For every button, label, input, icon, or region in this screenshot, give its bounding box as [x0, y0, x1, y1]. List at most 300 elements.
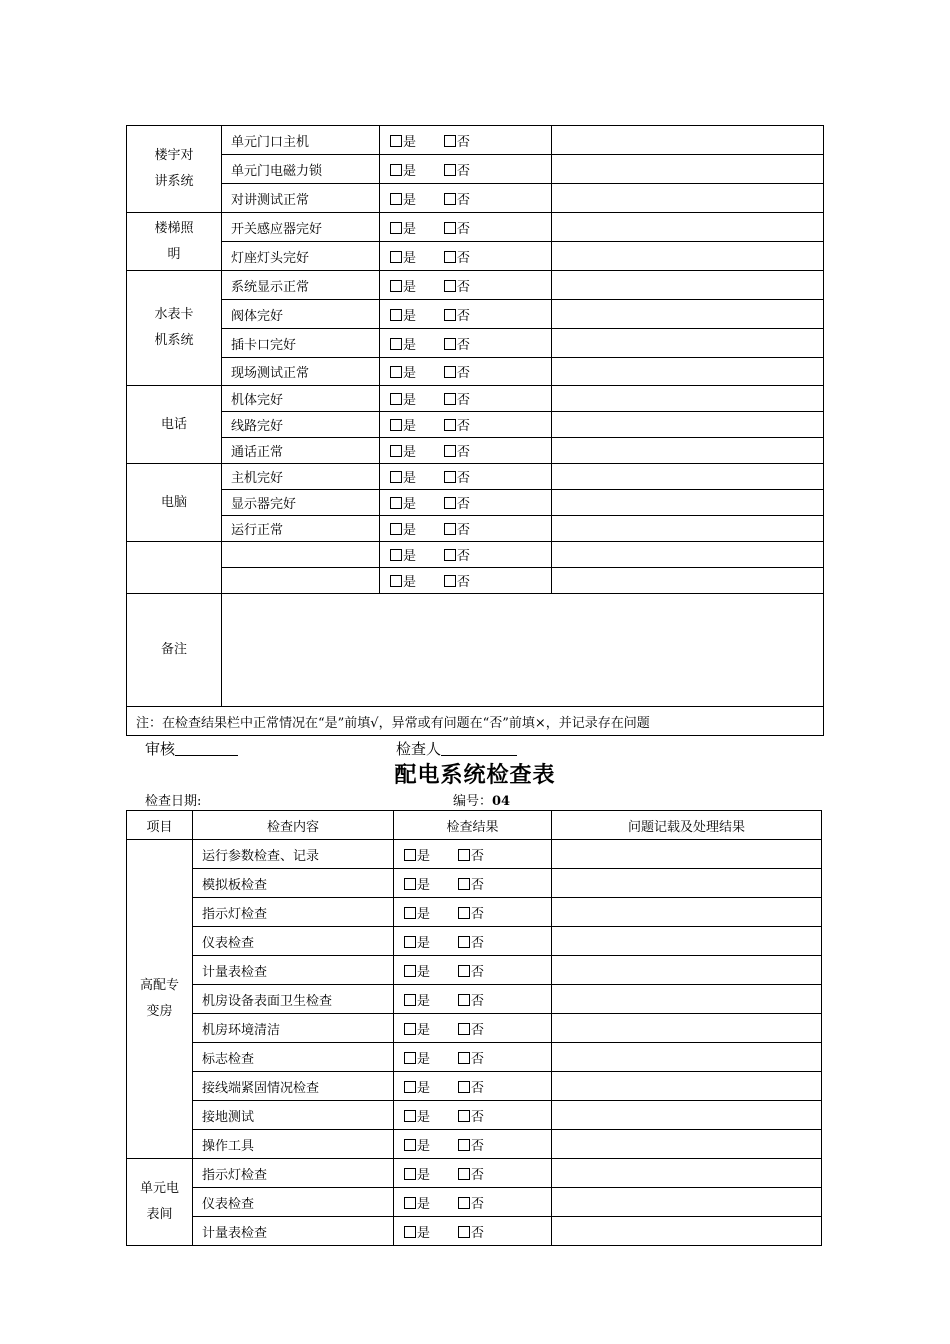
yes-option — [404, 1048, 430, 1067]
problem-record-cell[interactable] — [552, 869, 822, 898]
no-option — [458, 1106, 484, 1125]
problem-record-cell[interactable] — [552, 464, 824, 490]
result-cell — [394, 956, 552, 985]
review-signature-line[interactable] — [175, 755, 238, 756]
category-cell: 高配专变房 — [127, 840, 193, 1159]
yes-label: 是 — [403, 192, 417, 208]
yes-checkbox[interactable] — [404, 1168, 416, 1180]
result-cell — [380, 300, 552, 329]
no-option — [458, 874, 484, 893]
result-cell — [380, 516, 552, 542]
check-item-cell: 单元门口主机 — [222, 126, 380, 155]
yes-checkbox[interactable] — [390, 393, 402, 405]
yes-label: 是 — [403, 549, 417, 564]
no-checkbox[interactable] — [458, 907, 470, 919]
header-content: 检查内容 — [193, 811, 394, 840]
problem-record-cell[interactable] — [552, 300, 824, 329]
result-cell — [380, 155, 552, 184]
yes-option — [404, 903, 430, 922]
review-signature — [145, 738, 238, 759]
problem-record-cell[interactable] — [552, 985, 822, 1014]
no-option — [458, 1222, 484, 1241]
problem-record-cell[interactable] — [552, 927, 822, 956]
check-item-cell: 操作工具 — [193, 1130, 394, 1159]
yes-label: 是 — [403, 497, 417, 512]
no-checkbox[interactable] — [458, 878, 470, 890]
no-checkbox[interactable] — [458, 1139, 470, 1151]
check-item-cell: 机房设备表面卫生检查 — [193, 985, 394, 1014]
category-cell: 楼梯照明 — [127, 213, 222, 271]
yes-checkbox[interactable] — [404, 936, 416, 948]
table-row — [127, 271, 824, 300]
yes-label: 是 — [417, 993, 431, 1009]
yes-option — [390, 247, 416, 266]
result-cell — [394, 869, 552, 898]
table-row — [127, 155, 824, 184]
problem-record-cell[interactable] — [552, 412, 824, 438]
check-item-cell: 灯座灯头完好 — [222, 242, 380, 271]
result-cell — [380, 490, 552, 516]
no-label: 否 — [457, 575, 471, 590]
no-checkbox[interactable] — [444, 222, 456, 234]
yes-label: 是 — [417, 1167, 431, 1183]
yes-option — [404, 1193, 430, 1212]
yes-label: 是 — [403, 445, 417, 460]
no-checkbox[interactable] — [444, 445, 456, 457]
table-row — [127, 1072, 822, 1101]
check-item-cell: 线路完好 — [222, 412, 380, 438]
no-option — [458, 845, 484, 864]
no-checkbox[interactable] — [458, 1197, 470, 1209]
table-row — [127, 956, 822, 985]
yes-option — [390, 571, 416, 590]
table-row — [127, 1188, 822, 1217]
no-label: 否 — [457, 308, 471, 324]
no-option — [444, 305, 470, 324]
yes-option — [390, 545, 416, 564]
yes-option — [390, 334, 416, 353]
yes-label: 是 — [417, 1138, 431, 1154]
table-row — [127, 1043, 822, 1072]
no-option — [444, 571, 470, 590]
check-item-cell: 计量表检查 — [193, 956, 394, 985]
check-item-cell — [222, 568, 380, 594]
top-table-body — [127, 126, 824, 736]
check-item-cell: 标志检查 — [193, 1043, 394, 1072]
yes-option — [404, 1019, 430, 1038]
yes-checkbox[interactable] — [390, 222, 402, 234]
no-label: 否 — [471, 1051, 485, 1067]
form-number — [453, 790, 510, 809]
yes-label: 是 — [403, 337, 417, 353]
problem-record-cell[interactable] — [552, 1217, 822, 1246]
yes-checkbox[interactable] — [390, 471, 402, 483]
table-row — [127, 490, 824, 516]
yes-checkbox[interactable] — [404, 1110, 416, 1122]
no-checkbox[interactable] — [444, 135, 456, 147]
yes-checkbox[interactable] — [404, 907, 416, 919]
result-cell — [380, 126, 552, 155]
no-checkbox[interactable] — [444, 471, 456, 483]
yes-option — [390, 218, 416, 237]
no-checkbox[interactable] — [444, 309, 456, 321]
problem-record-cell[interactable] — [552, 1043, 822, 1072]
no-checkbox[interactable] — [444, 280, 456, 292]
table-row — [127, 516, 824, 542]
remarks-label: 备注 — [127, 594, 222, 707]
problem-record-cell[interactable] — [552, 956, 822, 985]
check-item-cell: 模拟板检查 — [193, 869, 394, 898]
check-item-cell: 系统显示正常 — [222, 271, 380, 300]
no-checkbox[interactable] — [444, 523, 456, 535]
yes-checkbox[interactable] — [404, 1052, 416, 1064]
result-cell — [394, 1014, 552, 1043]
yes-checkbox[interactable] — [404, 878, 416, 890]
yes-label: 是 — [403, 575, 417, 590]
power-table-body — [127, 840, 822, 1246]
header-result: 检查结果 — [394, 811, 552, 840]
no-label: 否 — [457, 163, 471, 179]
no-checkbox[interactable] — [458, 1081, 470, 1093]
yes-option — [404, 845, 430, 864]
problem-record-cell[interactable] — [552, 1130, 822, 1159]
yes-checkbox[interactable] — [390, 135, 402, 147]
problem-record-cell[interactable] — [552, 840, 822, 869]
no-option — [444, 189, 470, 208]
no-checkbox[interactable] — [444, 366, 456, 378]
result-cell — [394, 1130, 552, 1159]
problem-record-cell[interactable] — [552, 358, 824, 386]
yes-label: 是 — [417, 935, 431, 951]
check-item-cell: 计量表检查 — [193, 1217, 394, 1246]
no-option — [444, 276, 470, 295]
yes-option — [404, 932, 430, 951]
yes-checkbox[interactable] — [404, 1023, 416, 1035]
no-label: 否 — [471, 1196, 485, 1212]
problem-record-cell[interactable] — [552, 1101, 822, 1130]
inspection-date — [145, 790, 201, 809]
yes-checkbox[interactable] — [390, 419, 402, 431]
yes-label: 是 — [417, 906, 431, 922]
no-label: 否 — [471, 906, 485, 922]
no-option — [444, 519, 470, 538]
result-cell — [394, 840, 552, 869]
table-row — [127, 386, 824, 412]
problem-record-cell[interactable] — [552, 898, 822, 927]
result-cell — [380, 242, 552, 271]
table-row — [127, 840, 822, 869]
yes-option — [390, 493, 416, 512]
no-checkbox[interactable] — [458, 1226, 470, 1238]
no-checkbox[interactable] — [458, 1168, 470, 1180]
check-item-cell: 接线端紧固情况检查 — [193, 1072, 394, 1101]
check-item-cell: 单元门电磁力锁 — [222, 155, 380, 184]
yes-checkbox[interactable] — [390, 523, 402, 535]
category-cell: 楼宇对讲系统 — [127, 126, 222, 213]
yes-option — [390, 467, 416, 486]
no-label: 否 — [471, 964, 485, 980]
table-row — [127, 184, 824, 213]
no-option — [458, 1193, 484, 1212]
problem-record-cell[interactable] — [552, 1014, 822, 1043]
yes-checkbox[interactable] — [390, 549, 402, 561]
yes-checkbox[interactable] — [390, 164, 402, 176]
problem-record-cell[interactable] — [552, 438, 824, 464]
result-cell — [380, 329, 552, 358]
yes-option — [404, 874, 430, 893]
problem-record-cell[interactable] — [552, 329, 824, 358]
category-cell: 电脑 — [127, 464, 222, 542]
problem-record-cell[interactable] — [552, 271, 824, 300]
problem-record-cell[interactable] — [552, 386, 824, 412]
problem-record-cell[interactable] — [552, 1072, 822, 1101]
no-label: 否 — [457, 471, 471, 486]
no-label: 否 — [471, 1022, 485, 1038]
yes-option — [390, 276, 416, 295]
no-checkbox[interactable] — [444, 393, 456, 405]
no-option — [444, 218, 470, 237]
yes-checkbox[interactable] — [404, 994, 416, 1006]
yes-option — [390, 441, 416, 460]
problem-record-cell[interactable] — [552, 155, 824, 184]
header-item: 项目 — [127, 811, 193, 840]
yes-checkbox[interactable] — [404, 849, 416, 861]
no-label: 否 — [471, 848, 485, 864]
yes-option — [390, 389, 416, 408]
table-row — [127, 358, 824, 386]
yes-checkbox[interactable] — [390, 575, 402, 587]
yes-checkbox[interactable] — [404, 1226, 416, 1238]
no-label: 否 — [471, 1138, 485, 1154]
no-checkbox[interactable] — [444, 549, 456, 561]
yes-option — [404, 1106, 430, 1125]
yes-label: 是 — [403, 279, 417, 295]
check-item-cell: 运行参数检查、记录 — [193, 840, 394, 869]
category-cell: 水表卡机系统 — [127, 271, 222, 386]
no-option — [458, 1019, 484, 1038]
no-checkbox[interactable] — [458, 1023, 470, 1035]
no-label: 否 — [457, 134, 471, 150]
check-item-cell: 对讲测试正常 — [222, 184, 380, 213]
table-row — [127, 242, 824, 271]
yes-option — [390, 305, 416, 324]
result-cell — [380, 568, 552, 594]
no-label: 否 — [457, 192, 471, 208]
yes-label: 是 — [403, 393, 417, 408]
result-cell — [380, 213, 552, 242]
yes-checkbox[interactable] — [390, 251, 402, 263]
check-item-cell: 仪表检查 — [193, 1188, 394, 1217]
no-label: 否 — [457, 250, 471, 266]
header-problem-record: 问题记载及处理结果 — [552, 811, 822, 840]
no-option — [458, 1077, 484, 1096]
problem-record-cell[interactable] — [552, 242, 824, 271]
header-row — [127, 811, 822, 840]
no-checkbox[interactable] — [444, 251, 456, 263]
no-option — [458, 932, 484, 951]
inspector-label: 检查人 — [396, 740, 442, 758]
no-checkbox[interactable] — [458, 1052, 470, 1064]
yes-option — [390, 160, 416, 179]
no-label: 否 — [457, 445, 471, 460]
no-label: 否 — [457, 497, 471, 512]
power-inspection-table — [126, 810, 822, 1246]
yes-label: 是 — [417, 848, 431, 864]
result-cell — [380, 386, 552, 412]
yes-option — [390, 131, 416, 150]
problem-record-cell[interactable] — [552, 516, 824, 542]
no-label: 否 — [471, 1225, 485, 1241]
no-checkbox[interactable] — [444, 497, 456, 509]
no-checkbox[interactable] — [458, 936, 470, 948]
check-item-cell: 插卡口完好 — [222, 329, 380, 358]
table-row — [127, 1159, 822, 1188]
yes-label: 是 — [403, 163, 417, 179]
no-option — [444, 160, 470, 179]
no-option — [444, 415, 470, 434]
table-row — [127, 1217, 822, 1246]
yes-label: 是 — [417, 1022, 431, 1038]
result-cell — [380, 542, 552, 568]
yes-label: 是 — [417, 1196, 431, 1212]
no-option — [444, 247, 470, 266]
table-row — [127, 329, 824, 358]
no-label: 否 — [471, 877, 485, 893]
yes-checkbox[interactable] — [390, 497, 402, 509]
yes-option — [390, 189, 416, 208]
result-cell — [380, 358, 552, 386]
problem-record-cell[interactable] — [552, 213, 824, 242]
problem-record-cell[interactable] — [552, 568, 824, 594]
problem-record-cell[interactable] — [552, 126, 824, 155]
no-label: 否 — [471, 993, 485, 1009]
yes-option — [404, 1222, 430, 1241]
result-cell — [380, 412, 552, 438]
inspection-date-label: 检查日期: — [145, 794, 202, 809]
no-option — [458, 1135, 484, 1154]
yes-label: 是 — [417, 1109, 431, 1125]
check-item-cell: 显示器完好 — [222, 490, 380, 516]
result-cell — [394, 1188, 552, 1217]
no-option — [458, 1164, 484, 1183]
category-cell — [127, 542, 222, 594]
no-checkbox[interactable] — [444, 193, 456, 205]
no-label: 否 — [471, 935, 485, 951]
table-row — [127, 300, 824, 329]
problem-record-cell[interactable] — [552, 1159, 822, 1188]
table-row — [127, 464, 824, 490]
no-label: 否 — [457, 549, 471, 564]
table-row — [127, 213, 824, 242]
no-checkbox[interactable] — [444, 338, 456, 350]
remarks-field[interactable] — [222, 594, 824, 707]
problem-record-cell[interactable] — [552, 184, 824, 213]
table-row — [127, 898, 822, 927]
table-row — [127, 927, 822, 956]
yes-checkbox[interactable] — [390, 280, 402, 292]
no-label: 否 — [457, 366, 471, 381]
no-label: 否 — [471, 1080, 485, 1096]
no-option — [458, 903, 484, 922]
result-cell — [394, 898, 552, 927]
problem-record-cell[interactable] — [552, 490, 824, 516]
no-option — [444, 362, 470, 381]
yes-checkbox[interactable] — [390, 338, 402, 350]
no-checkbox[interactable] — [458, 1110, 470, 1122]
no-option — [444, 131, 470, 150]
no-checkbox[interactable] — [444, 419, 456, 431]
no-checkbox[interactable] — [444, 575, 456, 587]
table-row — [127, 869, 822, 898]
note-row — [127, 707, 824, 736]
yes-label: 是 — [403, 419, 417, 434]
table-row — [127, 1130, 822, 1159]
yes-label: 是 — [403, 523, 417, 538]
result-cell — [394, 1159, 552, 1188]
check-item-cell: 指示灯检查 — [193, 1159, 394, 1188]
result-cell — [394, 927, 552, 956]
result-cell — [380, 464, 552, 490]
no-option — [444, 441, 470, 460]
yes-label: 是 — [417, 1225, 431, 1241]
no-option — [458, 961, 484, 980]
no-label: 否 — [457, 419, 471, 434]
no-label: 否 — [471, 1109, 485, 1125]
yes-label: 是 — [403, 250, 417, 266]
no-label: 否 — [457, 393, 471, 408]
no-checkbox[interactable] — [458, 994, 470, 1006]
inspector-signature — [396, 738, 517, 759]
table-row — [127, 568, 824, 594]
yes-checkbox[interactable] — [390, 445, 402, 457]
yes-checkbox[interactable] — [404, 1081, 416, 1093]
yes-label: 是 — [403, 366, 417, 381]
check-item-cell: 指示灯检查 — [193, 898, 394, 927]
yes-checkbox[interactable] — [390, 193, 402, 205]
problem-record-cell[interactable] — [552, 1188, 822, 1217]
category-cell: 单元电表间 — [127, 1159, 193, 1246]
no-checkbox[interactable] — [444, 164, 456, 176]
yes-option — [404, 1077, 430, 1096]
yes-checkbox[interactable] — [390, 309, 402, 321]
check-item-cell: 仪表检查 — [193, 927, 394, 956]
form-number-value: 04 — [492, 794, 511, 809]
no-option — [444, 493, 470, 512]
no-label: 否 — [457, 523, 471, 538]
inspector-signature-line[interactable] — [441, 755, 517, 756]
yes-option — [404, 990, 430, 1009]
check-item-cell: 现场测试正常 — [222, 358, 380, 386]
yes-label: 是 — [417, 1051, 431, 1067]
yes-checkbox[interactable] — [404, 1197, 416, 1209]
no-label: 否 — [457, 279, 471, 295]
yes-label: 是 — [417, 964, 431, 980]
no-option — [444, 334, 470, 353]
problem-record-cell[interactable] — [552, 542, 824, 568]
no-checkbox[interactable] — [458, 849, 470, 861]
yes-checkbox[interactable] — [404, 965, 416, 977]
check-item-cell: 机房环境清洁 — [193, 1014, 394, 1043]
check-item-cell: 机体完好 — [222, 386, 380, 412]
no-option — [444, 545, 470, 564]
no-checkbox[interactable] — [458, 965, 470, 977]
yes-option — [404, 961, 430, 980]
yes-option — [404, 1164, 430, 1183]
yes-option — [390, 519, 416, 538]
yes-checkbox[interactable] — [390, 366, 402, 378]
no-label: 否 — [471, 1167, 485, 1183]
yes-checkbox[interactable] — [404, 1139, 416, 1151]
